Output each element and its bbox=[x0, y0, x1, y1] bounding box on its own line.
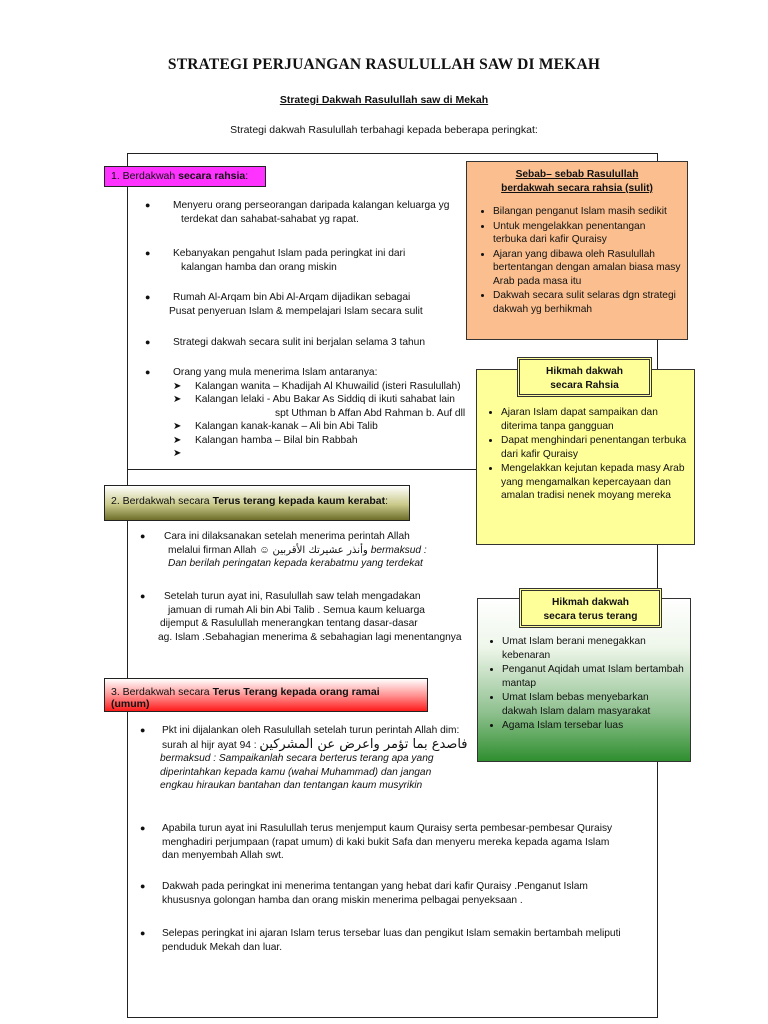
arabic-verse: فاصدع بما تؤمر واعرض عن المشركين bbox=[259, 736, 468, 752]
section3-header bbox=[104, 678, 428, 712]
line: Rumah Al-Arqam bin Abi Al-Arqam dijadikan sebagai bbox=[173, 292, 411, 303]
section3-bullet-1 bbox=[140, 724, 640, 793]
line: Dakwah pada peringkat ini menerima tentangan yang hebat dari kafir Quraisy .Penganut Islam bbox=[162, 881, 588, 892]
line: Setelah turun ayat ini, Rasulullah saw telah mengadakan bbox=[164, 591, 421, 602]
section1-label-b: secara rahsia bbox=[178, 170, 246, 182]
arrow-icon: ➤ bbox=[173, 380, 182, 392]
line: Pusat penyeruan Islam & mempelajari Islam secara sulit bbox=[169, 305, 423, 317]
section1-header bbox=[104, 166, 266, 187]
line: Strategi dakwah secara sulit ini berjalan selama 3 tahun bbox=[173, 337, 426, 348]
bullet-dot: ● bbox=[145, 200, 151, 210]
bullet-dot: ● bbox=[140, 725, 146, 735]
bullet-dot: ● bbox=[145, 367, 151, 377]
list-item: • Penganut Aqidah umat Islam bertambah mantap bbox=[502, 663, 684, 690]
section1-label-c: : bbox=[245, 170, 249, 182]
bullet-dot: ● bbox=[145, 337, 151, 347]
line: dijemput & Rasulullah menerangkan tentang dasar-dasar bbox=[160, 618, 418, 629]
line: surah al hijr ayat 94 : فاصدع بما تؤمر واعرض عن المشركين bbox=[162, 736, 468, 752]
box-hikmah-terus-terang-title bbox=[519, 588, 662, 628]
smile-icon: ☺ bbox=[259, 544, 270, 556]
arrow-icon: ➤ bbox=[173, 434, 182, 446]
section2-label-a: 2. Berdakwah secara bbox=[111, 495, 213, 507]
section2-label-c: : bbox=[385, 495, 389, 507]
list-item: • Ajaran yang dibawa oleh Rasulullah bertentangan dengan amalan biasa masy Arab pada masa itu bbox=[493, 248, 681, 289]
section2-bullet-2 bbox=[140, 590, 485, 644]
list-item: • Dakwah secara sulit selaras dgn strategi dakwah yg berhikmah bbox=[493, 289, 681, 316]
list-item: • Dapat menghindari penentangan terbuka dari kafir Quraisy bbox=[501, 434, 688, 461]
line: khususnya golongan hamba dan orang miskin menerima pelbagai penyeksaan . bbox=[162, 894, 523, 906]
list-item: • Agama Islam tersebar luas bbox=[502, 719, 684, 733]
section3-bullet-3 bbox=[140, 880, 655, 907]
box-sebab-title-1: Sebab– sebab Rasulullah bbox=[515, 169, 639, 180]
section2-header bbox=[104, 485, 410, 521]
line: jamuan di rumah Ali bin Abi Talib . Semua kaum keluarga bbox=[168, 604, 425, 616]
arabic-verse: وأنذر عشيرتك الأقربين bbox=[272, 544, 368, 556]
box-sebab bbox=[466, 161, 688, 340]
title-line: secara terus terang bbox=[543, 610, 638, 622]
box-hikmah-rahsia-title bbox=[517, 357, 652, 397]
bullet-dot: ● bbox=[140, 881, 146, 891]
section1-bullet-4 bbox=[145, 336, 475, 350]
list-item: • Ajaran Islam dapat sampaikan dan diterima tanpa gangguan bbox=[501, 406, 688, 433]
title-line: Hikmah dakwah bbox=[552, 597, 629, 608]
line: penduduk Mekah dan luar. bbox=[162, 941, 283, 953]
page-subtitle: Strategi Dakwah Rasulullah saw di Mekah bbox=[279, 94, 489, 106]
converts-intro: Orang yang mula menerima Islam antaranya: bbox=[173, 367, 378, 378]
section3-label-a: 3. Berdakwah secara bbox=[111, 686, 213, 698]
list-item: • Umat Islam bebas menyebarkan dakwah Islam dalam masyarakat bbox=[502, 691, 684, 718]
list-item: • Untuk mengelakkan penentangan terbuka dari kafir Quraisy bbox=[493, 220, 681, 247]
title-line: secara Rahsia bbox=[550, 379, 619, 391]
bullet-dot: ● bbox=[145, 248, 151, 258]
bullet-dot: ● bbox=[140, 531, 146, 541]
section3-bullet-4 bbox=[140, 927, 655, 954]
section1-converts bbox=[145, 366, 480, 461]
section1-bullet-2 bbox=[145, 247, 475, 274]
frame-bottom bbox=[127, 1017, 657, 1018]
line: Pkt ini dijalankan oleh Rasulullah setelah turun perintah Allah dim: bbox=[162, 725, 460, 736]
section1-label-a: 1. Berdakwah bbox=[111, 170, 179, 182]
section3-bullet-2 bbox=[140, 822, 655, 863]
section3-label-b: Terus Terang kepada orang ramai (umum) bbox=[111, 686, 380, 710]
bullet-dot: ● bbox=[140, 823, 146, 833]
line: terdekat dan sahabat-sahabat yg rapat. bbox=[181, 213, 359, 225]
section2-label-b: Terus terang kepada kaum kerabat bbox=[212, 495, 386, 507]
frame-left bbox=[127, 153, 128, 1018]
line: Dan berilah peringatan kepada kerabatmu yang terdekat bbox=[168, 558, 423, 569]
section2-bullet-1 bbox=[140, 530, 480, 571]
bullet-dot: ● bbox=[140, 591, 146, 601]
line: ag. Islam .Sebahagian menerima & sebahagian lagi menentangnya bbox=[158, 631, 462, 643]
arrow-icon: ➤ bbox=[173, 421, 182, 432]
frame-divider-1 bbox=[127, 469, 477, 470]
convert-item-cont: spt Uthman b Affan Abd Rahman b. Auf dll bbox=[275, 407, 466, 419]
line: Selepas peringkat ini ajaran Islam terus tersebar luas dan pengikut Islam semakin bertambah meliputi bbox=[162, 928, 621, 939]
line: Kebanyakan pengahut Islam pada peringkat ini dari bbox=[173, 248, 406, 259]
list-item: • Mengelakkan kejutan kepada masy Arab yang mengamalkan kepercayaan dan amalan tradisi nenek moyang mereka bbox=[501, 462, 688, 503]
bullet-dot: ● bbox=[145, 292, 151, 302]
convert-item: ➤ Kalangan lelaki - Abu Bakar As Siddiq di ikuti sahabat lain bbox=[173, 394, 455, 405]
section1-bullet-3 bbox=[145, 291, 475, 318]
convert-item: ➤ Kalangan kanak-kanak – Ali bin Abi Talib bbox=[173, 421, 378, 432]
title-line: Hikmah dakwah bbox=[546, 366, 623, 377]
line: Apabila turun ayat ini Rasulullah terus menjemput kaum Quraisy serta pembesar-pembesar Quraisy bbox=[162, 823, 613, 834]
line: bermaksud : Sampaikanlah secara berterus terang apa yang bbox=[160, 753, 434, 764]
frame-top bbox=[127, 153, 657, 154]
list-item: • Bilangan penganut Islam masih sedikit bbox=[493, 205, 681, 219]
line: melalui firman Allah ☺ وأنذر عشيرتك الأقربين bermaksud : bbox=[168, 544, 427, 556]
line: engkau hiraukan bantahan dan tentangan kaum musyrikin bbox=[160, 780, 423, 791]
arrow-icon: ➤ bbox=[173, 394, 182, 405]
page-title: STRATEGI PERJUANGAN RASULULLAH SAW DI MEKAH bbox=[167, 56, 601, 73]
line: Cara ini dilaksanakan setelah menerima perintah Allah bbox=[164, 531, 410, 542]
intro-text: Strategi dakwah Rasulullah terbahagi kepada beberapa peringkat: bbox=[230, 124, 538, 136]
convert-item bbox=[173, 447, 480, 461]
section1-bullet-1 bbox=[145, 199, 475, 226]
list-item: • Umat Islam berani menegakkan kebenaran bbox=[502, 635, 684, 662]
line: dan menyembah Allah swt. bbox=[162, 850, 284, 861]
bullet-dot: ● bbox=[140, 928, 146, 938]
line: diperintahkan kepada kamu (wahai Muhammad) dan jangan bbox=[160, 766, 432, 778]
box-sebab-title-2: berdakwah secara rahsia (sulit) bbox=[501, 182, 653, 194]
arrow-icon: ➤ bbox=[173, 448, 182, 459]
line: Menyeru orang perseorangan daripada kalangan keluarga yg bbox=[173, 200, 450, 211]
convert-item: ➤ Kalangan wanita – Khadijah Al Khuwailid (isteri Rasulullah) bbox=[173, 380, 461, 392]
line: kalangan hamba dan orang miskin bbox=[181, 261, 337, 273]
convert-item: ➤ Kalangan hamba – Bilal bin Rabbah bbox=[173, 434, 358, 446]
line: menghadiri perjumpaan (rapat umum) di kaki bukit Safa dan menyeru mereka kepada agama Islam bbox=[162, 836, 610, 848]
